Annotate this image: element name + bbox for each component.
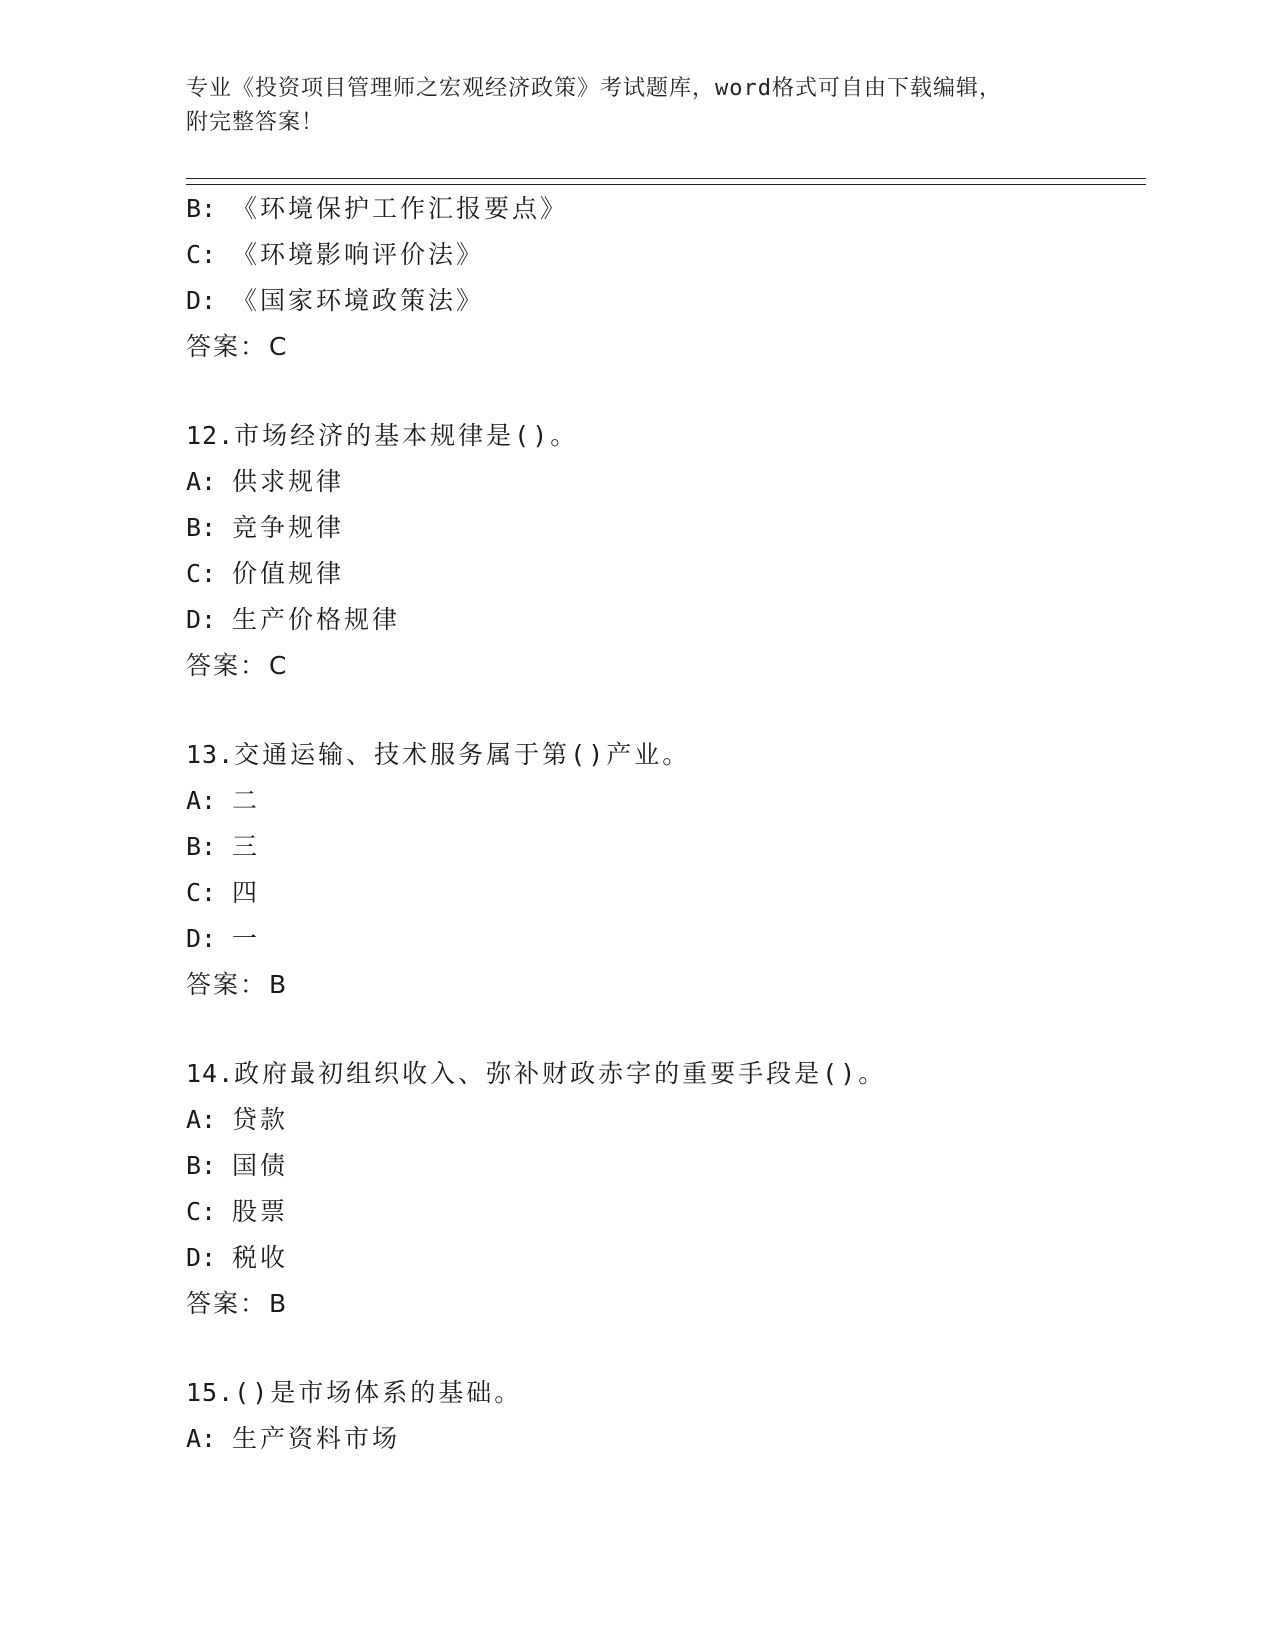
option-letter: A: <box>186 467 217 496</box>
question-number: 12. <box>186 421 235 450</box>
option-letter: A: <box>186 1105 217 1134</box>
option-text: 生产价格规律 <box>232 605 401 634</box>
spacer <box>186 1008 1146 1051</box>
option-text: 一 <box>232 924 261 953</box>
option-row <box>186 551 1146 597</box>
option-row <box>186 1143 1146 1189</box>
option-text: 四 <box>232 878 261 907</box>
answer-row <box>186 962 1146 1008</box>
option-letter: C: <box>186 878 217 907</box>
answer-label: 答案： <box>186 651 268 680</box>
option-letter: C: <box>186 559 217 588</box>
answer-row <box>186 1281 1146 1327</box>
answer-row <box>186 324 1146 370</box>
option-text: 竞争规律 <box>232 513 345 542</box>
option-letter: C: <box>186 240 217 269</box>
answer-label: 答案： <box>186 1289 268 1318</box>
document-header <box>186 72 1086 140</box>
option-letter: B: <box>186 513 217 542</box>
option-row <box>186 1097 1146 1143</box>
option-letter: B: <box>186 1151 217 1180</box>
question-number: 13. <box>186 740 235 769</box>
question-block <box>186 413 1146 689</box>
question-stem <box>186 1370 1146 1416</box>
option-text: 二 <box>232 786 261 815</box>
question-list <box>186 186 1146 1462</box>
option-text: 国债 <box>232 1151 289 1180</box>
option-row <box>186 1416 1146 1462</box>
option-letter: A: <box>186 786 217 815</box>
spacer <box>186 370 1146 413</box>
header-line-2: 附完整答案！ <box>186 110 325 135</box>
answer-row <box>186 643 1146 689</box>
option-row <box>186 505 1146 551</box>
option-row <box>186 186 1146 232</box>
option-row <box>186 824 1146 870</box>
question-text: ()是市场体系的基础。 <box>234 1378 523 1407</box>
answer-label: 答案： <box>186 970 268 999</box>
option-row <box>186 597 1146 643</box>
option-text: 《环境保护工作汇报要点》 <box>232 194 569 223</box>
question-stem <box>186 732 1146 778</box>
answer-value: C <box>269 332 287 361</box>
question-block <box>186 732 1146 1008</box>
question-number: 15. <box>186 1378 235 1407</box>
option-letter: B: <box>186 194 217 223</box>
answer-value: C <box>269 651 287 680</box>
question-block <box>186 1370 1146 1462</box>
option-text: 《环境影响评价法》 <box>232 240 485 269</box>
option-letter: A: <box>186 1424 217 1453</box>
option-text: 价值规律 <box>232 559 345 588</box>
header-divider <box>186 178 1146 185</box>
answer-value: B <box>269 970 287 999</box>
spacer <box>186 1327 1146 1370</box>
option-text: 税收 <box>232 1243 289 1272</box>
question-stem <box>186 1051 1146 1097</box>
option-text: 生产资料市场 <box>232 1424 401 1453</box>
option-row <box>186 916 1146 962</box>
header-line-1: 专业《投资项目管理师之宏观经济政策》考试题库，word格式可自由下载编辑， <box>186 76 1002 101</box>
question-block <box>186 1051 1146 1327</box>
option-text: 三 <box>232 832 261 861</box>
option-text: 《国家环境政策法》 <box>232 286 485 315</box>
question-text: 交通运输、技术服务属于第()产业。 <box>234 740 691 769</box>
option-text: 供求规律 <box>232 467 345 496</box>
option-row <box>186 278 1146 324</box>
option-row <box>186 870 1146 916</box>
question-text: 政府最初组织收入、弥补财政赤字的重要手段是()。 <box>234 1059 887 1088</box>
option-row <box>186 232 1146 278</box>
option-row <box>186 1189 1146 1235</box>
option-letter: D: <box>186 1243 217 1272</box>
question-number: 14. <box>186 1059 235 1088</box>
spacer <box>186 689 1146 732</box>
question-block-continued <box>186 186 1146 370</box>
option-letter: D: <box>186 286 217 315</box>
answer-label: 答案： <box>186 332 268 361</box>
option-letter: D: <box>186 605 217 634</box>
option-letter: D: <box>186 924 217 953</box>
option-row <box>186 1235 1146 1281</box>
question-text: 市场经济的基本规律是()。 <box>234 421 579 450</box>
option-text: 贷款 <box>232 1105 289 1134</box>
option-letter: C: <box>186 1197 217 1226</box>
option-row <box>186 459 1146 505</box>
option-row <box>186 778 1146 824</box>
option-text: 股票 <box>232 1197 289 1226</box>
answer-value: B <box>269 1289 287 1318</box>
option-letter: B: <box>186 832 217 861</box>
question-stem <box>186 413 1146 459</box>
